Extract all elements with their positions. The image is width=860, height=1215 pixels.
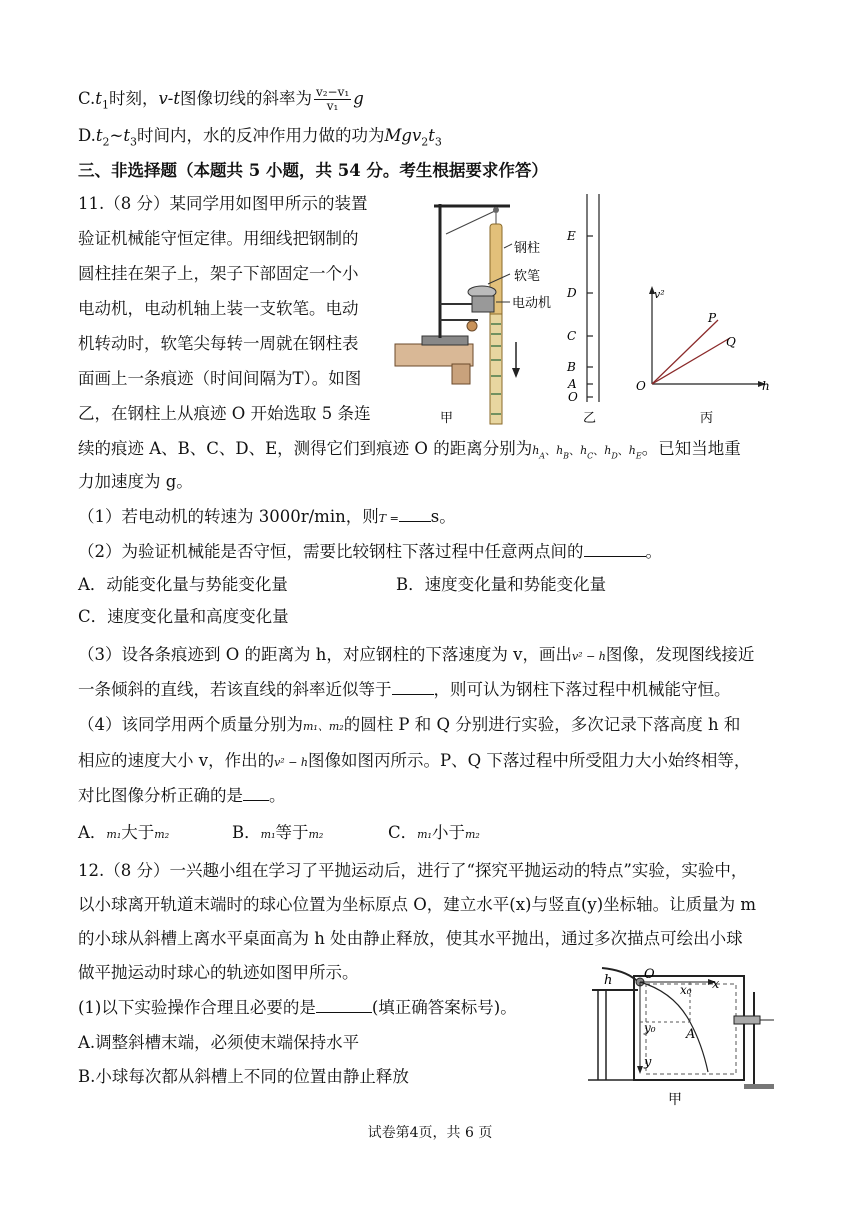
label-y: y: [644, 1055, 652, 1070]
q11-part-1: （1）若电动机的转速为 3000r/min，则T = s。: [78, 507, 456, 526]
slope-fraction: $\frac{\text{v₂−v₁}}{\text{v₁}}$: [315, 85, 350, 113]
answer-blank-4[interactable]: [243, 784, 269, 801]
q11-line-9: 力加速度为 g。: [78, 472, 193, 491]
axis-h: h: [762, 379, 770, 393]
section-three-heading: 三、非选择题（本题共 5 小题，共 54 分。考生根据要求作答）: [78, 161, 548, 180]
label-x0: x₀: [680, 983, 692, 997]
q12-line-4: 做平抛运动时球心的轨迹如图甲所示。: [78, 963, 359, 982]
graph-bing: [620, 280, 785, 426]
marks-figure: [555, 192, 615, 426]
q11-line-3: 圆柱挂在架子上，架子下部固定一个小: [78, 264, 359, 283]
caption-12-jia: 甲: [668, 1092, 682, 1108]
q11-line-5: 机转动时，软笔尖每转一周就在钢柱表: [78, 334, 359, 353]
label-o: O: [644, 967, 655, 982]
label-y0: y₀: [644, 1021, 656, 1035]
option-c-line: $C.t_1$时刻，v-t图像切线的斜率为 $\frac{\text{v₂−v₁}}{\text{v₁}}$ g: [78, 85, 364, 113]
line-p: [652, 320, 718, 384]
mark-b: B: [567, 360, 576, 374]
q11-line-7: 乙，在钢柱上从痕迹 O 开始选取 5 条连: [78, 404, 371, 423]
label-q: Q: [726, 335, 736, 349]
answer-blank-1[interactable]: [399, 505, 431, 522]
answer-blank-3[interactable]: [392, 678, 434, 695]
q11-part-4: （4）该同学用两个质量分别为m₁、m₂的圆柱 P 和 Q 分别进行实验，多次记录下落高度 h 和: [78, 715, 741, 734]
mark-e: E: [567, 229, 576, 243]
q11-line-2: 验证机械能守恒定律。用细线把钢制的: [78, 229, 359, 248]
q11-part-3-line-2: 一条倾斜的直线，若该直线的斜率近似等于 ，则可认为钢柱下落过程中机械能守恒。: [78, 680, 731, 699]
line-q: [652, 338, 730, 384]
q11-line-8: 续的痕迹 A、B、C、D、E，测得它们到痕迹 O 的距离分别为$h_A$、$h_B$、$h_C$、$h_D$、$h_E$。已知当地重: [78, 439, 741, 461]
q11-part-4-line-3: 对比图像分析正确的是 。: [78, 786, 286, 805]
q11-part-4-line-2: 相应的速度大小 v，作出的v² − h图像如图丙所示。P、Q 下落过程中所受阻力大小始终相等，: [78, 751, 751, 770]
mark-a: A: [568, 377, 577, 391]
mark-o: O: [568, 390, 578, 404]
label-a: A: [686, 1027, 696, 1042]
answer-blank-5[interactable]: [316, 996, 372, 1013]
label-motor: 电动机: [512, 296, 552, 311]
label-p: P: [708, 311, 717, 325]
q12-option-b: B.小球每次都从斜槽上不同的位置由静止释放: [78, 1067, 409, 1086]
label-h: h: [604, 973, 613, 988]
q11-part-2: （2）为验证机械能是否守恒，需要比较钢柱下落过程中任意两点间的 。: [78, 542, 662, 561]
label-steel-cylinder: 钢柱: [514, 241, 541, 256]
q11-line-6: 面画上一条痕迹（时间间隔为T）。如图: [78, 369, 362, 388]
q11-line-4: 电动机，电动机轴上装一支软笔。电动: [78, 299, 359, 318]
origin-o: O: [636, 379, 646, 393]
q12-option-a: A.调整斜槽末端，必须使末端保持水平: [78, 1033, 360, 1052]
caption-jia: 甲: [440, 411, 454, 426]
q11-line-1: 11.（8 分）某同学用如图甲所示的装置: [78, 194, 368, 213]
q11-answer-a: A．m₁大于m₂: [78, 823, 170, 842]
q11-answer-c: C．m₁小于m₂: [388, 823, 480, 842]
q11-option-a: A．动能变化量与势能变化量: [78, 575, 288, 594]
projectile-figure: [584, 962, 784, 1114]
q12-line-3: 的小球从斜槽上离水平桌面高为 h 处由静止释放，使其水平抛出，通过多次描点可绘出小球: [78, 929, 743, 948]
q12-line-2: 以小球离开轨道末端时的球心位置为坐标原点 O，建立水平(x)与竖直(y)坐标轴。让质量为 m: [78, 895, 757, 914]
caption-bing: 丙: [700, 411, 714, 426]
apparatus-figure: [392, 196, 562, 426]
q12-line-1: 12.（8 分）一兴趣小组在学习了平抛运动后，进行了“探究平抛运动的特点”实验，实验中，: [78, 861, 748, 880]
label-x: x: [712, 977, 720, 992]
q11-answer-b: B．m₁等于m₂: [232, 823, 324, 842]
page-footer: 试卷第4页，共 6 页: [367, 1125, 493, 1141]
q11-part-3: （3）设各条痕迹到 O 的距离为 h，对应钢柱的下落速度为 v，画出v² − h图像，发现图线接近: [78, 645, 755, 664]
label-soft-pen: 软笔: [514, 269, 541, 284]
caption-yi: 乙: [583, 411, 597, 426]
q12-part-1: (1)以下实验操作合理且必要的是 (填正确答案标号)。: [78, 998, 517, 1017]
answer-blank-2[interactable]: [584, 540, 646, 557]
q11-option-b: B．速度变化量和势能变化量: [396, 575, 607, 594]
mark-c: C: [567, 329, 577, 343]
option-d-line: $D.t_2\sim t_3$时间内，水的反冲作用力做的功为$Mgv_2t_3$: [78, 126, 442, 149]
axis-v2: v²: [654, 288, 665, 301]
q11-option-c: C．速度变化量和高度变化量: [78, 607, 289, 626]
mark-d: D: [567, 286, 577, 300]
